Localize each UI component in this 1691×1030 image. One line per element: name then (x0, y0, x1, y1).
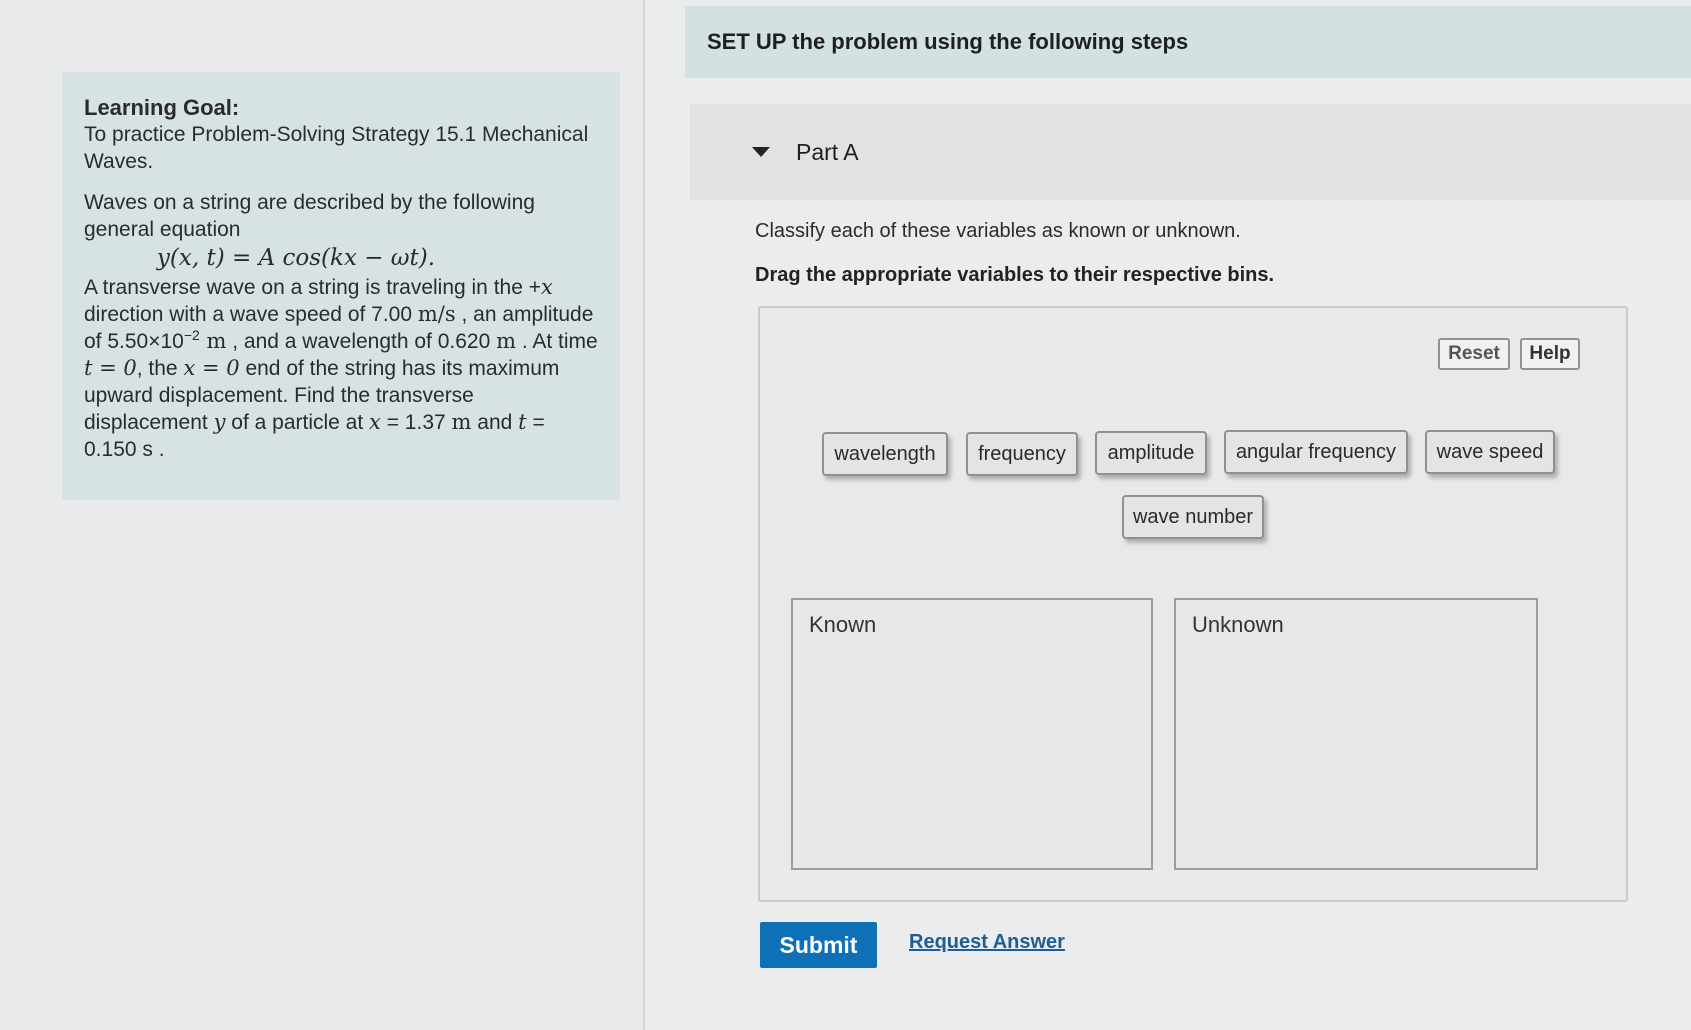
part-a-header[interactable] (690, 104, 1691, 200)
instruction-text: Classify each of these variables as known or unknown. (755, 220, 1241, 242)
problem-text-7: end of the string has its maximum upward displacement. Find the transverse displacement (84, 357, 560, 434)
problem-text-10: and (471, 411, 519, 434)
unknown-bin-label: Unknown (1192, 612, 1284, 637)
intro-text: Waves on a string are described by the following general equation (84, 191, 535, 241)
problem-text-2: direction with a wave speed of 7.00 (84, 303, 418, 326)
problem-text-9: = 1.37 (380, 411, 452, 434)
learning-goal-title: Learning Goal: (84, 95, 240, 120)
problem-var-y: y (213, 410, 226, 434)
problem-text-4: , and a wavelength of 0.620 (226, 330, 497, 353)
setup-banner: SET UP the problem using the following steps (685, 6, 1691, 78)
unknown-bin[interactable] (1174, 598, 1538, 870)
problem-text-6: , the (136, 357, 184, 380)
amplitude-exponent: −2 (183, 327, 200, 343)
problem-var-x: x (541, 275, 553, 299)
request-answer-link[interactable]: Request Answer (909, 931, 1065, 953)
problem-var-x2: x (369, 410, 381, 434)
caret-down-icon[interactable] (752, 147, 770, 157)
known-bin[interactable] (791, 598, 1153, 870)
chip-angular-frequency[interactable]: angular frequency (1224, 430, 1408, 474)
time-equals-zero: t = 0 (84, 356, 137, 380)
x-equals-zero: x = 0 (183, 356, 240, 380)
help-button[interactable]: Help (1520, 338, 1580, 370)
problem-text-5: . At time (516, 330, 598, 353)
right-panel (645, 0, 1691, 1030)
problem-statement (84, 274, 598, 463)
position-unit: m (451, 410, 472, 434)
wavelength-unit: m (496, 329, 517, 353)
chip-frequency[interactable]: frequency (966, 432, 1078, 476)
reset-button[interactable]: Reset (1438, 338, 1510, 370)
drag-and-drop-area (758, 306, 1628, 902)
left-panel (0, 0, 645, 1030)
problem-text-1: A transverse wave on a string is traveling in the + (84, 276, 541, 299)
problem-var-t: t (518, 410, 527, 434)
part-a-title[interactable]: Part A (796, 138, 859, 165)
known-bin-label: Known (809, 612, 877, 637)
problem-text-11: = 0.150 s . (84, 411, 545, 461)
problem-text-8: of a particle at (225, 411, 370, 434)
submit-button[interactable]: Submit (760, 922, 877, 968)
chip-wavelength[interactable]: wavelength (822, 432, 948, 476)
chip-wave-speed[interactable]: wave speed (1425, 430, 1555, 474)
learning-goal-box (62, 72, 620, 500)
problem-text-3: , an amplitude of 5.50×10 (84, 303, 594, 353)
learning-goal-text: To practice Problem-Solving Strategy 15.1 Mechanical Waves. (84, 123, 589, 173)
chip-amplitude[interactable]: amplitude (1095, 431, 1207, 475)
speed-unit: m/s (417, 302, 456, 326)
amplitude-unit: m (199, 329, 227, 353)
drag-instruction: Drag the appropriate variables to their respective bins. (755, 264, 1275, 286)
wave-equation: y(x, t) = A cos(kx − ωt). (156, 245, 436, 271)
chip-wave-number[interactable]: wave number (1122, 495, 1264, 539)
